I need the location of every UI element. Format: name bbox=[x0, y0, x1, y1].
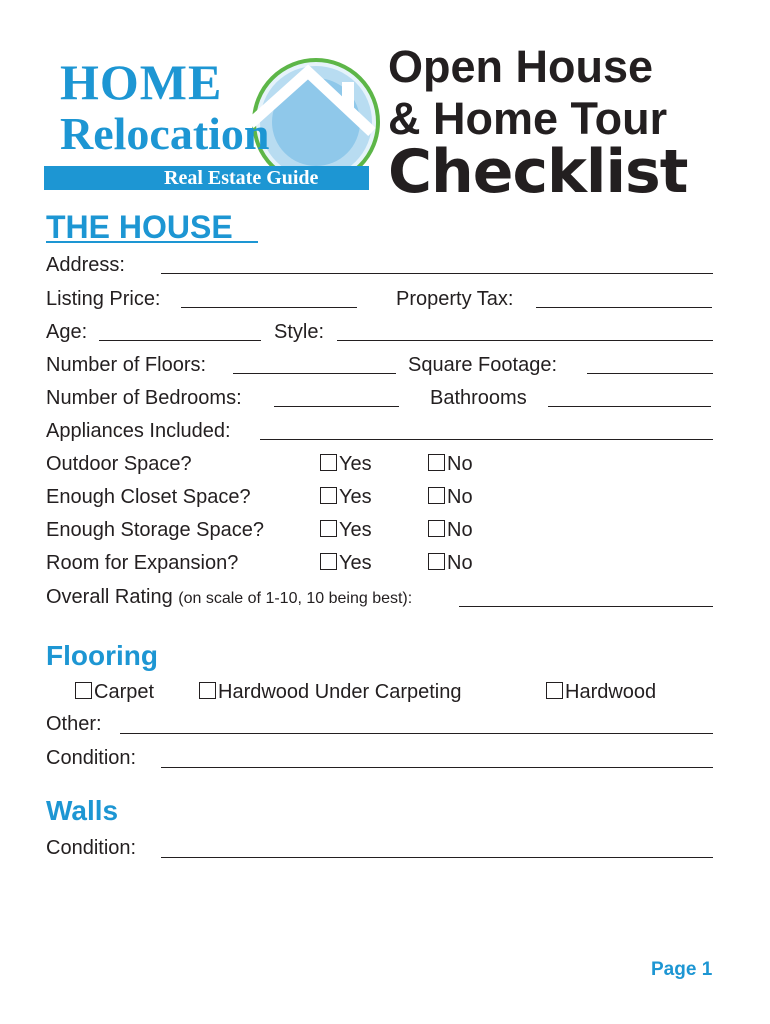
storage-space-yes-checkbox[interactable] bbox=[320, 517, 372, 543]
room-expansion-no-checkbox[interactable] bbox=[428, 550, 473, 576]
style-label: Style: bbox=[274, 321, 325, 343]
outdoor-space-yes-checkbox[interactable] bbox=[320, 451, 372, 477]
checkbox-icon bbox=[428, 454, 445, 471]
yes-label: Yes bbox=[339, 552, 372, 574]
flooring-other-label: Other: bbox=[46, 713, 102, 735]
flooring-condition-label: Condition: bbox=[46, 747, 137, 769]
checkbox-icon bbox=[428, 520, 445, 537]
checkbox-icon bbox=[428, 553, 445, 570]
overall-rating-label bbox=[46, 584, 412, 610]
hardwood-under-carpeting-label: Hardwood Under Carpeting bbox=[218, 681, 462, 703]
section-heading-walls: Walls bbox=[46, 795, 119, 826]
checkbox-icon bbox=[199, 682, 216, 699]
address-field[interactable] bbox=[161, 273, 713, 274]
appliances-label: Appliances Included: bbox=[46, 420, 231, 442]
no-label: No bbox=[447, 486, 473, 508]
flooring-condition-field[interactable] bbox=[161, 767, 713, 768]
walls-condition-label: Condition: bbox=[46, 837, 137, 859]
checkbox-icon bbox=[320, 487, 337, 504]
checkbox-icon bbox=[428, 487, 445, 504]
checkbox-icon bbox=[75, 682, 92, 699]
square-footage-field[interactable] bbox=[587, 373, 713, 374]
storage-space-no-checkbox[interactable] bbox=[428, 517, 473, 543]
carpet-label: Carpet bbox=[94, 681, 155, 703]
checkbox-icon bbox=[546, 682, 563, 699]
bathrooms-field[interactable] bbox=[548, 406, 711, 407]
bedrooms-field[interactable] bbox=[274, 406, 399, 407]
property-tax-label: Property Tax: bbox=[396, 288, 514, 310]
question-room-expansion: Room for Expansion? bbox=[46, 552, 239, 574]
logo-tagline-bar bbox=[44, 166, 369, 190]
address-label: Address: bbox=[46, 254, 125, 276]
rating-note: (on scale of 1-10, 10 being best): bbox=[178, 590, 413, 607]
logo-line-home: HOME bbox=[60, 54, 223, 110]
yes-label: Yes bbox=[339, 519, 372, 541]
section-heading-flooring: Flooring bbox=[46, 640, 158, 671]
page-number: Page 1 bbox=[651, 959, 713, 980]
checkbox-icon bbox=[320, 454, 337, 471]
checkbox-icon bbox=[320, 520, 337, 537]
no-label: No bbox=[447, 552, 473, 574]
property-tax-field[interactable] bbox=[536, 307, 712, 308]
overall-rating-text: Overall Rating bbox=[46, 586, 173, 608]
listing-price-label: Listing Price: bbox=[46, 288, 161, 310]
question-storage-space: Enough Storage Space? bbox=[46, 519, 264, 541]
section-heading-underline bbox=[46, 241, 258, 243]
square-footage-label: Square Footage: bbox=[408, 354, 557, 376]
question-closet-space: Enough Closet Space? bbox=[46, 486, 251, 508]
title-line-3: Checklist bbox=[388, 137, 688, 207]
closet-space-yes-checkbox[interactable] bbox=[320, 484, 372, 510]
logo bbox=[44, 52, 370, 192]
yes-label: Yes bbox=[339, 453, 372, 475]
age-field[interactable] bbox=[99, 340, 261, 341]
logo-line-relocation: Relocation bbox=[60, 108, 270, 159]
style-field[interactable] bbox=[337, 340, 713, 341]
flooring-carpet-checkbox[interactable] bbox=[75, 679, 154, 705]
flooring-hardwood-under-carpeting-checkbox[interactable] bbox=[199, 679, 461, 705]
outdoor-space-no-checkbox[interactable] bbox=[428, 451, 473, 477]
section-heading-house: THE HOUSE bbox=[46, 209, 233, 245]
listing-price-field[interactable] bbox=[181, 307, 357, 308]
floors-field[interactable] bbox=[233, 373, 396, 374]
question-outdoor-space: Outdoor Space? bbox=[46, 453, 192, 475]
logo-tagline: Real Estate Guide bbox=[164, 167, 319, 189]
appliances-field[interactable] bbox=[260, 439, 713, 440]
age-label: Age: bbox=[46, 321, 88, 343]
hardwood-label: Hardwood bbox=[565, 681, 657, 703]
yes-label: Yes bbox=[339, 486, 372, 508]
checkbox-icon bbox=[320, 553, 337, 570]
no-label: No bbox=[447, 519, 473, 541]
overall-rating-field[interactable] bbox=[459, 606, 713, 607]
room-expansion-yes-checkbox[interactable] bbox=[320, 550, 372, 576]
floors-label: Number of Floors: bbox=[46, 354, 207, 376]
title-line-1: Open House bbox=[388, 41, 654, 92]
no-label: No bbox=[447, 453, 473, 475]
walls-condition-field[interactable] bbox=[161, 857, 713, 858]
bedrooms-label: Number of Bedrooms: bbox=[46, 387, 242, 409]
flooring-hardwood-checkbox[interactable] bbox=[546, 679, 656, 705]
title-line-2: & Home Tour bbox=[388, 93, 668, 144]
flooring-other-field[interactable] bbox=[120, 733, 713, 734]
closet-space-no-checkbox[interactable] bbox=[428, 484, 473, 510]
bathrooms-label: Bathrooms bbox=[430, 387, 527, 409]
